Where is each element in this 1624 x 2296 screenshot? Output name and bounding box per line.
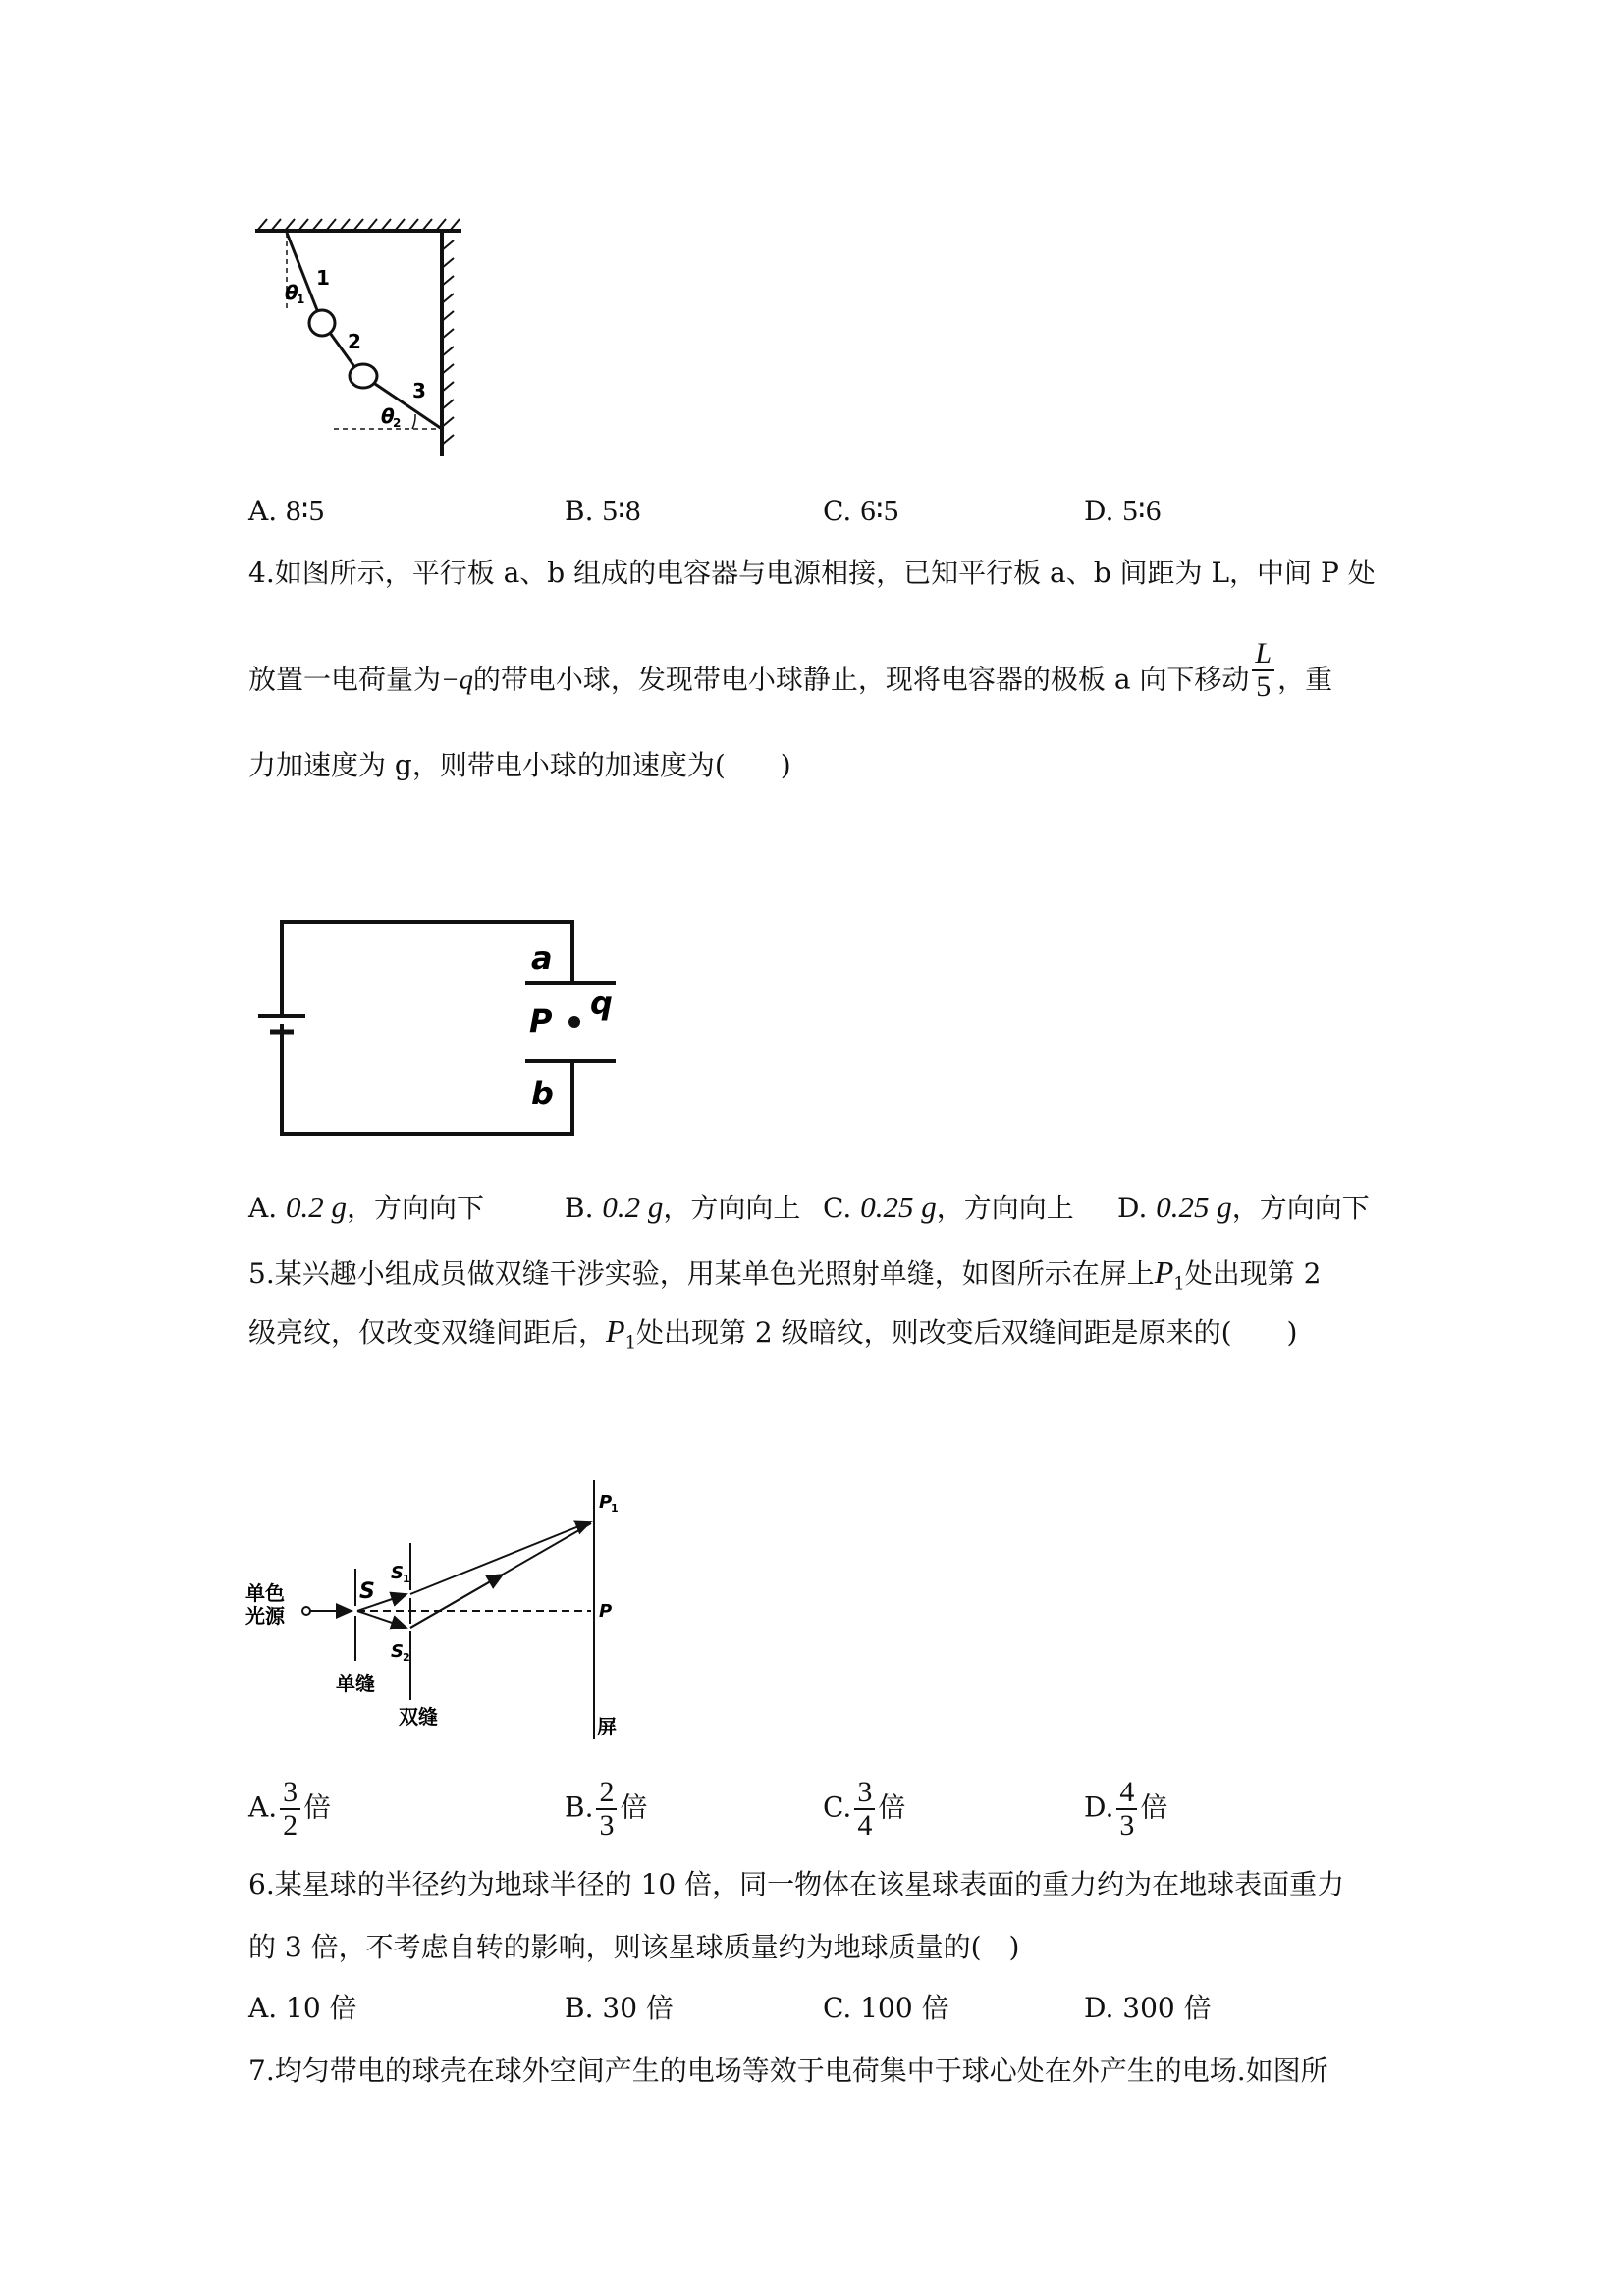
q6-option-a[interactable]: A. 10 倍	[248, 1992, 357, 2024]
p1-label: P	[599, 1492, 613, 1513]
screen-label: 屏	[597, 1715, 617, 1738]
q5-option-b[interactable]: B. $\frac{2}{3}$ 倍	[565, 1776, 648, 1842]
q3-option-c[interactable]: C. 6∶5	[823, 493, 899, 527]
s-label: S	[359, 1579, 375, 1604]
theta1-label: θ	[285, 281, 298, 304]
source-label-line2: 光源	[245, 1604, 285, 1628]
q6-option-c[interactable]: C. 100 倍	[823, 1992, 949, 2024]
point-p-label: P	[529, 1002, 553, 1040]
single-slit-label: 单缝	[336, 1672, 375, 1695]
p1-sub: 1	[611, 1502, 619, 1515]
source-label-line1: 单色	[245, 1581, 285, 1605]
plate-b-label: b	[531, 1075, 554, 1112]
plate-a-label: a	[531, 939, 553, 977]
q4-option-c[interactable]: C. 0.25 g，方向向上	[823, 1190, 1074, 1224]
q5-option-c[interactable]: C. $\frac{3}{4}$ 倍	[823, 1776, 906, 1842]
q6-option-d[interactable]: D. 300 倍	[1084, 1992, 1212, 2024]
theta2-sub: 2	[393, 416, 402, 430]
q6-line1: 6.某星球的半径约为地球半径的 10 倍，同一物体在该星球表面的重力约为在地球表面重力	[248, 1868, 1345, 1900]
q4-line2: 放置一电荷量为−q的带电小球，发现带电小球静止，现将电容器的极板 a 向下移动 $\frac{L}{5}$ ，重	[248, 637, 1333, 703]
q4-line3: 力加速度为 g，则带电小球的加速度为( )	[248, 749, 791, 781]
q3-option-d[interactable]: D. 5∶6	[1084, 493, 1162, 527]
s2-label: S	[391, 1641, 404, 1662]
q3-option-b[interactable]: B. 5∶8	[565, 493, 641, 527]
q6-option-b[interactable]: B. 30 倍	[565, 1992, 674, 2024]
q5-option-d[interactable]: D. $\frac{4}{3}$ 倍	[1084, 1776, 1168, 1842]
double-slit-figure	[245, 1472, 638, 1742]
q5-option-a[interactable]: A. $\frac{3}{2}$ 倍	[248, 1776, 332, 1842]
charge-q-label: q	[590, 985, 613, 1022]
capacitor-circuit-figure	[250, 908, 633, 1144]
charge-value: −q	[441, 665, 473, 696]
q5-line1: 5.某兴趣小组成员做双缝干涉实验，用某单色光照射单缝，如图所示在屏上$P_1$处出现第 2	[248, 1255, 1322, 1295]
s1-label: S	[391, 1563, 404, 1583]
p-label: P	[599, 1601, 613, 1622]
double-slit-label: 双缝	[399, 1705, 438, 1729]
s2-sub: 2	[403, 1651, 410, 1664]
seg3-label: 3	[412, 379, 426, 402]
q7-line1: 7.均匀带电的球壳在球外空间产生的电场等效于电荷集中于球心处在外产生的电场.如图所	[248, 2055, 1328, 2087]
q5-line2: 级亮纹，仅改变双缝间距后，$P_1$处出现第 2 级暗纹，则改变后双缝间距是原来的( )	[248, 1313, 1298, 1354]
q4-option-a[interactable]: A. 0.2 g，方向向下	[248, 1190, 485, 1224]
seg2-label: 2	[348, 330, 361, 353]
theta1-sub: 1	[297, 293, 305, 306]
s1-sub: 1	[403, 1573, 410, 1585]
q3-option-a[interactable]: A. 8∶5	[248, 493, 325, 527]
q4-option-d[interactable]: D. 0.25 g，方向向下	[1117, 1190, 1370, 1224]
q4-option-b[interactable]: B. 0.2 g，方向向上	[565, 1190, 801, 1224]
seg1-label: 1	[316, 266, 330, 290]
move-distance-fraction: $\frac{L}{5}$	[1252, 638, 1274, 703]
q6-line2: 的 3 倍，不考虑自转的影响，则该星球质量约为地球质量的( )	[248, 1931, 1020, 1963]
pendulum-figure	[245, 211, 481, 466]
q4-line1: 4.如图所示，平行板 a、b 组成的电容器与电源相接，已知平行板 a、b 间距为 L，中间 P 处	[248, 557, 1376, 589]
theta2-label: θ	[381, 404, 395, 428]
